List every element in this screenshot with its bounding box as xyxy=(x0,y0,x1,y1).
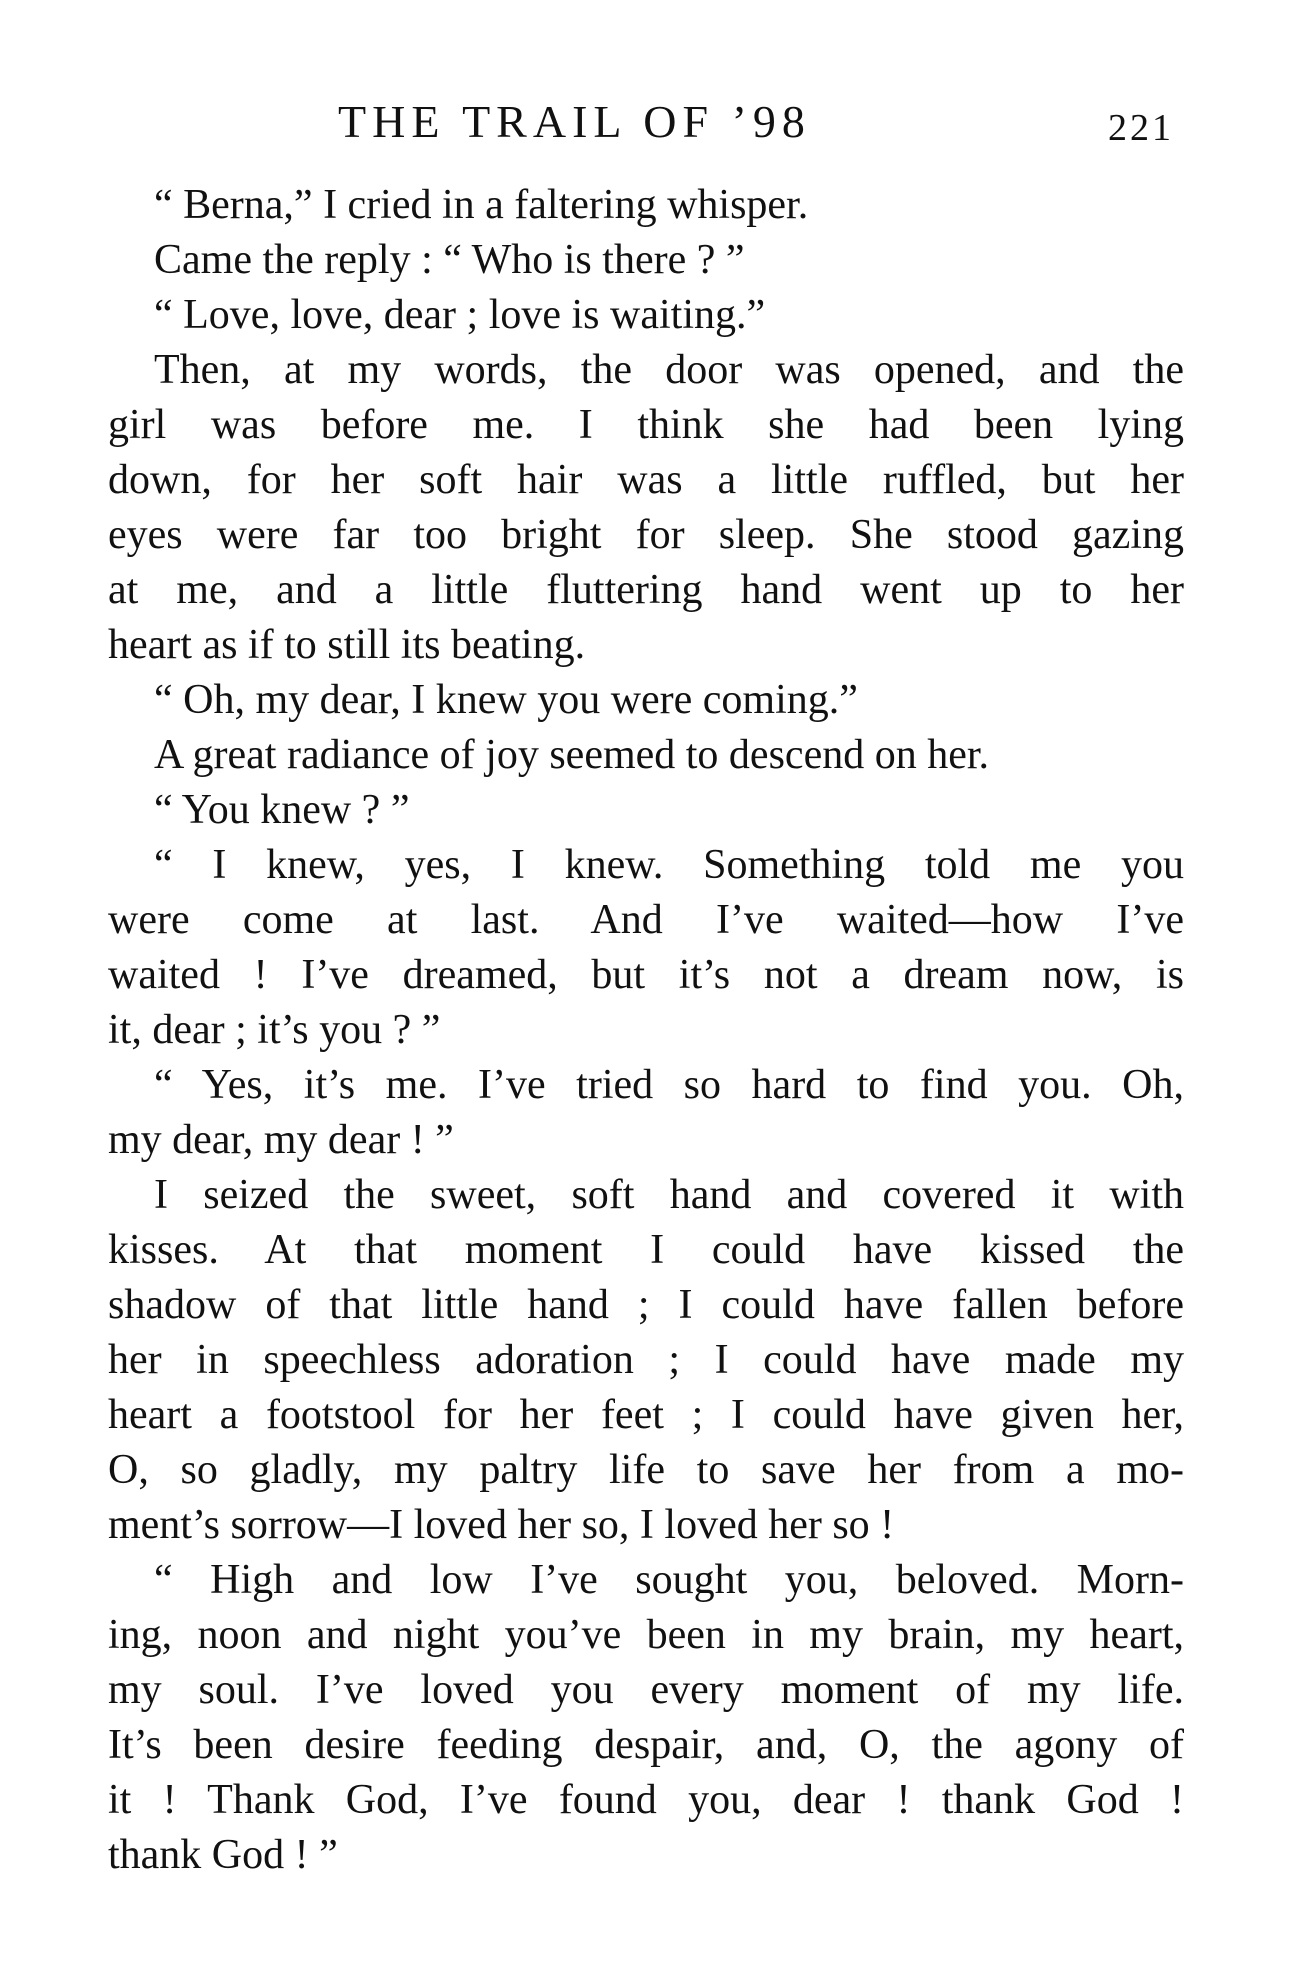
text-line: waited ! I’ve dreamed, but it’s not a dream now, is xyxy=(108,952,1184,998)
text-line: down, for her soft hair was a little ruffled, but her xyxy=(108,457,1184,503)
text-line: were come at last. And I’ve waited—how I’ve xyxy=(108,897,1184,943)
text-line: “ Berna,” I cried in a faltering whisper. xyxy=(154,182,809,228)
text-line: eyes were far too bright for sleep. She stood gazing xyxy=(108,512,1184,558)
text-line: “ Oh, my dear, I knew you were coming.” xyxy=(154,677,858,723)
text-line: her in speechless adoration ; I could have made my xyxy=(108,1337,1184,1383)
text-line: “ High and low I’ve sought you, beloved. Morn- xyxy=(154,1557,1184,1603)
running-title: THE TRAIL OF ’98 xyxy=(338,96,811,147)
text-line: Then, at my words, the door was opened, and the xyxy=(154,347,1184,393)
text-line: my soul. I’ve loved you every moment of my life. xyxy=(108,1667,1184,1713)
text-line: heart a footstool for her feet ; I could have given her, xyxy=(108,1392,1184,1438)
text-line: Came the reply : “ Who is there ? ” xyxy=(154,237,745,283)
text-line: O, so gladly, my paltry life to save her from a mo- xyxy=(108,1447,1184,1493)
text-line: it ! Thank God, I’ve found you, dear ! thank God ! xyxy=(108,1777,1184,1823)
text-line: A great radiance of joy seemed to descend on her. xyxy=(154,732,990,778)
running-head xyxy=(0,92,1296,152)
text-line: “ You knew ? ” xyxy=(154,787,410,833)
text-line: “ I knew, yes, I knew. Something told me you xyxy=(154,842,1184,888)
text-line: girl was before me. I think she had been lying xyxy=(108,402,1184,448)
text-line: It’s been desire feeding despair, and, O, the agony of xyxy=(108,1722,1184,1768)
text-line: “ Love, love, dear ; love is waiting.” xyxy=(154,292,766,338)
text-line: it, dear ; it’s you ? ” xyxy=(108,1007,441,1053)
text-line: shadow of that little hand ; I could have fallen before xyxy=(108,1282,1184,1328)
text-line: heart as if to still its beating. xyxy=(108,622,586,668)
text-line: ing, noon and night you’ve been in my brain, my heart, xyxy=(108,1612,1184,1658)
body-text xyxy=(108,178,1184,1883)
page-number: 221 xyxy=(1108,107,1174,149)
text-line: thank God ! ” xyxy=(108,1832,338,1878)
text-line: “ Yes, it’s me. I’ve tried so hard to find you. Oh, xyxy=(154,1062,1184,1108)
text-line: at me, and a little fluttering hand went up to her xyxy=(108,567,1184,613)
text-line: ment’s sorrow—I loved her so, I loved her so ! xyxy=(108,1502,895,1548)
text-line: my dear, my dear ! ” xyxy=(108,1117,454,1163)
text-line: kisses. At that moment I could have kissed the xyxy=(108,1227,1184,1273)
text-line: I seized the sweet, soft hand and covered it with xyxy=(154,1172,1184,1218)
